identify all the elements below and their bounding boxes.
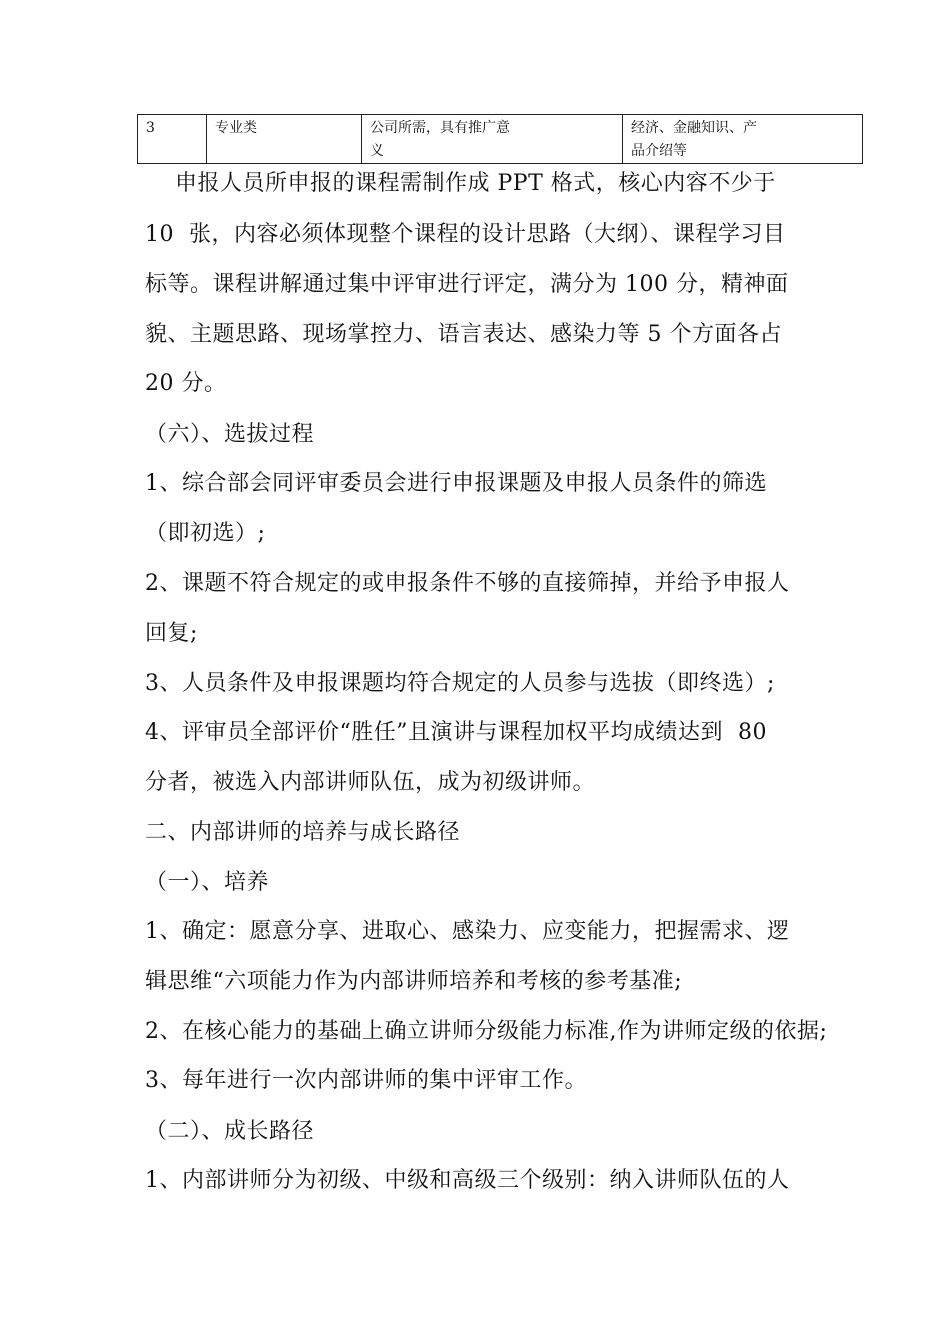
paragraph-line: 貌、主题思路、现场掌控力、语言表达、感染力等 5 个方面各占 (145, 322, 782, 347)
section-heading: （六）、选拔过程 (145, 422, 315, 447)
section-heading: 二、内部讲师的培养与成长路径 (145, 820, 461, 845)
list-item: 4、评审员全部评价“胜任”且演讲与课程加权平均成绩达到 80 (145, 720, 767, 745)
paragraph-line: 标等。课程讲解通过集中评审进行评定，满分为 100 分，精神面 (145, 272, 789, 297)
paragraph-line: 申报人员所申报的课程需制作成 PPT 格式，核心内容不少于 (145, 171, 776, 196)
list-item: 2、在核心能力的基础上确立讲师分级能力标准,作为讲师定级的依据; (145, 1019, 828, 1044)
table-cell-category: 专业类 (207, 115, 362, 164)
paragraph-line: 20 分。 (145, 371, 227, 396)
paragraph-line: 10 张，内容必须体现整个课程的设计思路（大纲）、课程学习目 (145, 222, 786, 247)
list-item: 3、人员条件及申报课题均符合规定的人员参与选拔（即终选）; (145, 671, 775, 696)
list-item: 辑思维“六项能力作为内部讲师培养和考核的参考基准; (145, 969, 683, 994)
list-item: 1、综合部会同评审委员会进行申报课题及申报人员条件的筛选 (145, 471, 767, 496)
list-item: 1、确定：愿意分享、进取心、感染力、应变能力，把握需求、逻 (145, 919, 790, 944)
table-cell-content: 经济、金融知识、产 品介绍等 (623, 115, 863, 164)
list-item: 1、内部讲师分为初级、中级和高级三个级别：纳入讲师队伍的人 (145, 1168, 790, 1193)
list-item: （即初选）; (145, 521, 266, 546)
list-item: 分者，被选入内部讲师队伍，成为初级讲师。 (145, 770, 596, 795)
list-item: 回复; (145, 621, 198, 646)
table-cell-requirement: 公司所需，具有推广意 义 (362, 115, 623, 164)
section-heading: （一）、培养 (145, 870, 270, 895)
course-category-table (137, 114, 863, 164)
section-heading: （二）、成长路径 (145, 1119, 315, 1144)
table-cell-number: 3 (138, 115, 207, 164)
table-row (138, 115, 863, 164)
list-item: 2、课题不符合规定的或申报条件不够的直接筛掉，并给予申报人 (145, 571, 790, 596)
list-item: 3、每年进行一次内部讲师的集中评审工作。 (145, 1068, 587, 1093)
